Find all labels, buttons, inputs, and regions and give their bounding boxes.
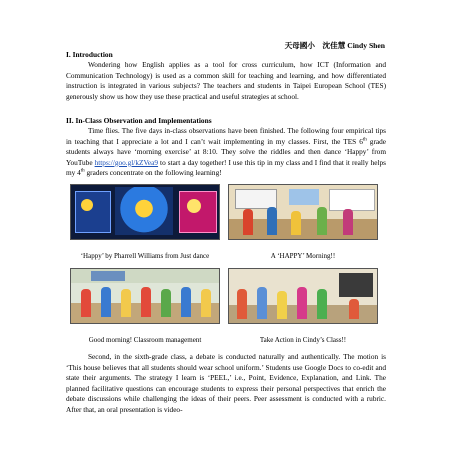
photo-caption: Good morning! Classroom management [88,336,202,344]
section-heading-introduction: I. Introduction [66,50,113,59]
observation-paragraph: Time flies. The five days in-class observations have been finished. The following four empirical tips in teaching that I appreciate a lot and I can’t wait implementing in my classes. First, the TES 6th grade students always have ‘morning exercise’ at 8:10. They solve the riddles and then dance ‘Happy’ from YouTube https://goo.gl/kZVea9 to start a day together! I use this tip in my class and I find that it really helps my 4th graders concentrate on the following learning! [66,126,387,178]
photo-cell-classroom-management [68,266,222,346]
dance-game-photo [70,184,220,240]
photo-caption: ‘Happy’ by Pharrell Williams from Just dance [80,252,210,260]
photo-cell-happy-morning [226,182,380,262]
photo-cell-just-dance [68,182,222,262]
photo-caption: A ‘HAPPY’ Morning!! [270,252,336,260]
students-dancing-photo [228,268,378,324]
classroom-exercise-photo [70,268,220,324]
author-line: 天母國小 沈佳慧 Cindy Shen [284,41,385,50]
introduction-paragraph: Wondering how English applies as a tool for cross curriculum, how ICT (Information and Communication Technology) is used as a common skill for teaching and learning, and how differentiated instruction is integrated in various subjects? The teachers and students in Taipei European School (TES) generously show us how they use these practical and useful strategies at school. [66,60,386,101]
debate-paragraph: Second, in the sixth-grade class, a debate is conducted naturally and authentically. The motion is ‘This house believes that all students should wear school uniform.’ Students use Google Docs to co-edit and state their arguments. The strategy I learn is ‘PEEL,’ i.e., Point, Evidence, Explanation, and Link. The planned facilitative questions can encourage students to express their personal perspectives that enrich the debate discussions while challenging the ideas of their peers. Peer assessment is conducted with a rubric. After that, an oral presentation is video- [66,352,386,414]
classroom-dancing-photo [228,184,378,240]
section-heading-observation: II. In-Class Observation and Implementations [66,116,212,125]
photo-caption: Take Action in Cindy’s Class!! [259,336,347,344]
youtube-link[interactable]: https://goo.gl/kZVea9 [94,157,159,167]
photo-grid [68,182,380,346]
photo-cell-take-action [226,266,380,346]
